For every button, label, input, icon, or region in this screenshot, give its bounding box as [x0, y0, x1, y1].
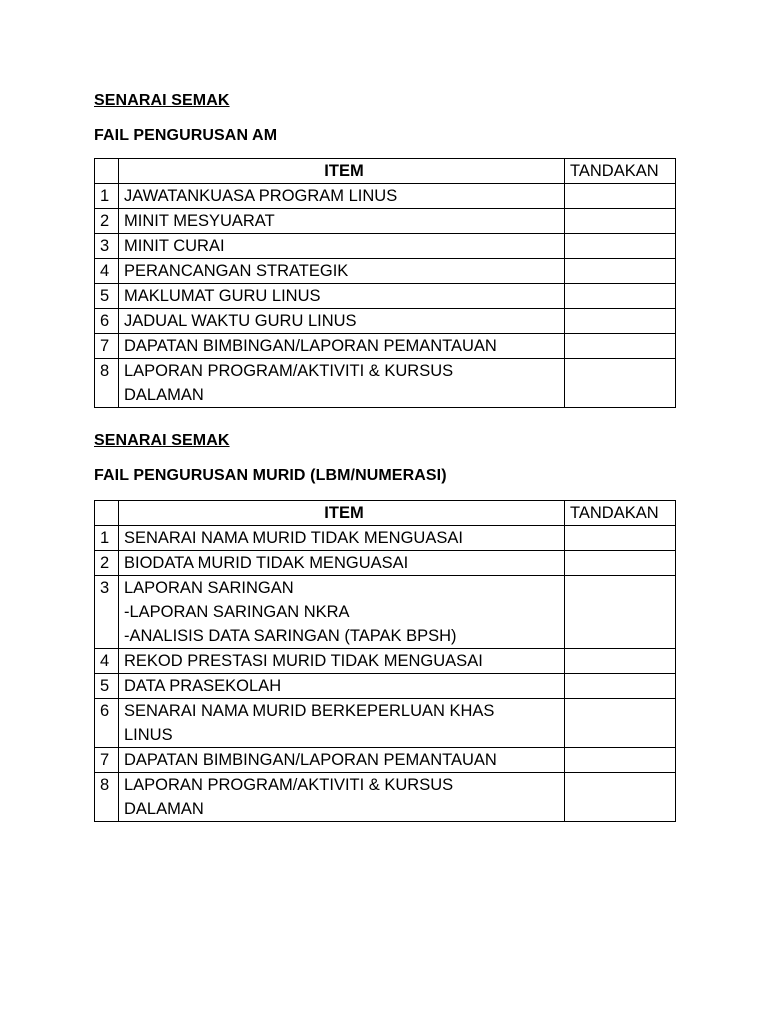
table-row: [95, 234, 676, 259]
row-item-line: DATA PRASEKOLAH: [124, 677, 282, 695]
row-item: [119, 184, 565, 209]
row-item: [119, 526, 565, 551]
table-row: [95, 259, 676, 284]
row-number: 7: [95, 334, 119, 359]
table-row: [95, 699, 676, 748]
header-mark: TANDAKAN: [565, 159, 676, 184]
table-row: [95, 359, 676, 408]
row-checkbox-cell[interactable]: [565, 359, 676, 408]
row-number: 4: [95, 259, 119, 284]
row-item-line: DALAMAN: [124, 386, 204, 404]
row-number: 2: [95, 551, 119, 576]
table-row: [95, 576, 676, 649]
table-row: [95, 526, 676, 551]
row-checkbox-cell[interactable]: [565, 748, 676, 773]
row-number: 1: [95, 184, 119, 209]
table-body: [95, 526, 676, 822]
table-row: [95, 551, 676, 576]
row-item: [119, 334, 565, 359]
row-item: [119, 551, 565, 576]
row-item: [119, 259, 565, 284]
row-checkbox-cell[interactable]: [565, 184, 676, 209]
row-item-line: PERANCANGAN STRATEGIK: [124, 262, 349, 280]
row-checkbox-cell[interactable]: [565, 234, 676, 259]
row-item-line: BIODATA MURID TIDAK MENGUASAI: [124, 554, 409, 572]
row-checkbox-cell[interactable]: [565, 773, 676, 822]
row-number: 8: [95, 773, 119, 822]
row-item: [119, 748, 565, 773]
row-number: 7: [95, 748, 119, 773]
row-checkbox-cell[interactable]: [565, 576, 676, 649]
row-item: [119, 699, 565, 748]
row-number: 5: [95, 674, 119, 699]
row-item-line: LAPORAN PROGRAM/AKTIVITI & KURSUS: [124, 362, 454, 380]
row-number: 3: [95, 234, 119, 259]
row-item-line: LINUS: [124, 726, 173, 744]
row-item-line: MAKLUMAT GURU LINUS: [124, 287, 321, 305]
row-checkbox-cell[interactable]: [565, 551, 676, 576]
section-1-title: SENARAI SEMAK: [94, 92, 230, 109]
row-item-line: JAWATANKUASA PROGRAM LINUS: [124, 187, 398, 205]
row-item: [119, 674, 565, 699]
row-item-line: SENARAI NAMA MURID TIDAK MENGUASAI: [124, 529, 463, 547]
row-checkbox-cell[interactable]: [565, 259, 676, 284]
row-item: [119, 209, 565, 234]
table-row: [95, 773, 676, 822]
row-checkbox-cell[interactable]: [565, 699, 676, 748]
table-body: [95, 184, 676, 408]
row-number: 5: [95, 284, 119, 309]
row-item: [119, 576, 565, 649]
row-item-line: LAPORAN SARINGAN: [124, 579, 294, 597]
row-number: 3: [95, 576, 119, 649]
row-item-line: MINIT CURAI: [124, 237, 225, 255]
row-checkbox-cell[interactable]: [565, 309, 676, 334]
row-item-line: LAPORAN PROGRAM/AKTIVITI & KURSUS: [124, 776, 454, 794]
table-row: [95, 209, 676, 234]
row-item: [119, 649, 565, 674]
section-2-title: SENARAI SEMAK: [94, 432, 230, 449]
row-number: 4: [95, 649, 119, 674]
table-header-row: [95, 501, 676, 526]
table-row: [95, 674, 676, 699]
row-item: [119, 773, 565, 822]
header-item: ITEM: [119, 501, 565, 526]
row-number: 2: [95, 209, 119, 234]
row-number: 8: [95, 359, 119, 408]
header-number: [95, 501, 119, 526]
row-item: [119, 234, 565, 259]
row-item-line: -ANALISIS DATA SARINGAN (TAPAK BPSH): [124, 627, 457, 645]
row-number: 6: [95, 699, 119, 748]
table-row: [95, 309, 676, 334]
row-checkbox-cell[interactable]: [565, 526, 676, 551]
row-number: 1: [95, 526, 119, 551]
row-item-line: JADUAL WAKTU GURU LINUS: [124, 312, 357, 330]
checklist-table-general: [94, 158, 676, 408]
row-checkbox-cell[interactable]: [565, 334, 676, 359]
checklist-table-students: [94, 500, 676, 822]
row-item-line: DAPATAN BIMBINGAN/LAPORAN PEMANTAUAN: [124, 751, 497, 769]
header-mark: TANDAKAN: [565, 501, 676, 526]
row-number: 6: [95, 309, 119, 334]
row-item: [119, 309, 565, 334]
row-item-line: MINIT MESYUARAT: [124, 212, 275, 230]
row-item-line: DALAMAN: [124, 800, 204, 818]
row-checkbox-cell[interactable]: [565, 284, 676, 309]
table-row: [95, 649, 676, 674]
header-number: [95, 159, 119, 184]
row-checkbox-cell[interactable]: [565, 649, 676, 674]
row-item: [119, 284, 565, 309]
row-item-line: REKOD PRESTASI MURID TIDAK MENGUASAI: [124, 652, 483, 670]
row-checkbox-cell[interactable]: [565, 674, 676, 699]
row-item-line: DAPATAN BIMBINGAN/LAPORAN PEMANTAUAN: [124, 337, 497, 355]
row-checkbox-cell[interactable]: [565, 209, 676, 234]
table-header-row: [95, 159, 676, 184]
row-item-line: -LAPORAN SARINGAN NKRA: [124, 603, 350, 621]
table-row: [95, 748, 676, 773]
section-1-subtitle: FAIL PENGURUSAN AM: [94, 127, 278, 144]
section-2-subtitle: FAIL PENGURUSAN MURID (LBM/NUMERASI): [94, 467, 447, 484]
row-item: [119, 359, 565, 408]
table-row: [95, 284, 676, 309]
table-row: [95, 184, 676, 209]
row-item-line: SENARAI NAMA MURID BERKEPERLUAN KHAS: [124, 702, 495, 720]
table-row: [95, 334, 676, 359]
header-item: ITEM: [119, 159, 565, 184]
